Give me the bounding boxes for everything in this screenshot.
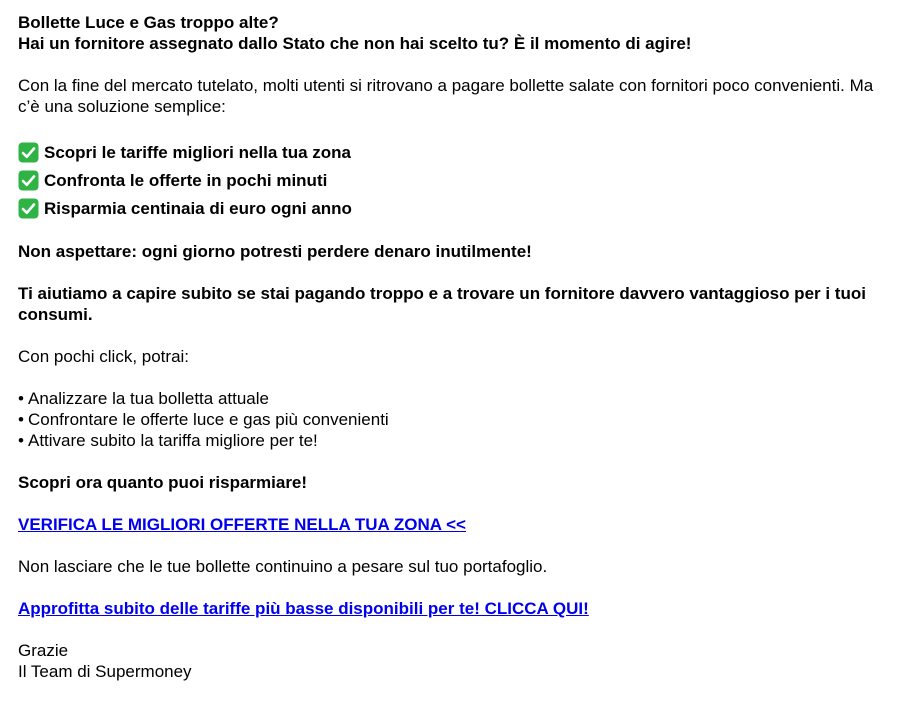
checklist-item-label: Risparmia centinaia di euro ogni anno — [44, 198, 352, 218]
steps-list-item-label: Confrontare le offerte luce e gas più convenienti — [28, 410, 389, 429]
steps-list-item-label: Attivare subito la tariffa migliore per te! — [28, 431, 318, 450]
headline-question: Bollette Luce e Gas troppo alte? — [18, 13, 279, 32]
steps-list-item — [18, 430, 887, 451]
checklist-item-label: Scopri le tariffe migliori nella tua zona — [44, 142, 352, 162]
check-mark-button-icon — [18, 198, 39, 219]
steps-list — [18, 388, 887, 451]
signature — [18, 640, 887, 682]
steps-list-item-label: Analizzare la tua bolletta attuale — [28, 389, 269, 408]
checklist-item-label: Confronta le offerte in pochi minuti — [44, 170, 328, 190]
cta-heading: Scopri ora quanto puoi risparmiare! — [18, 473, 308, 492]
headline — [18, 12, 887, 54]
intro-paragraph: Con la fine del mercato tutelato, molti utenti si ritrovano a pagare bollette salate con fornitori poco convenienti. Ma c’è una soluzione semplice: — [18, 76, 874, 116]
secondary-link-paragraph — [18, 598, 887, 619]
urgency-paragraph: Non aspettare: ogni giorno potresti perdere denaro inutilmente! — [18, 242, 532, 261]
headline-subtitle: Hai un fornitore assegnato dallo Stato che non hai scelto tu? È il momento di agire! — [18, 34, 692, 53]
checklist-item — [18, 194, 887, 222]
help-paragraph: Ti aiutiamo a capire subito se stai pagando troppo e a trovare un fornitore davvero vantaggioso per i tuoi consumi. — [18, 284, 866, 324]
bullet-icon: • — [18, 410, 24, 429]
bullet-icon: • — [18, 389, 24, 408]
signature-team: Il Team di Supermoney — [18, 662, 192, 681]
check-mark-button-icon — [18, 142, 39, 163]
benefits-checklist — [18, 138, 887, 222]
click-here-link[interactable]: Approfitta subito delle tariffe più basse disponibili per te! CLICCA QUI! — [18, 599, 589, 618]
signature-thanks: Grazie — [18, 641, 69, 660]
closing-paragraph: Non lasciare che le tue bollette continuino a pesare sul tuo portafoglio. — [18, 557, 548, 576]
steps-list-item — [18, 409, 887, 430]
check-mark-button-icon — [18, 170, 39, 191]
verify-offers-link[interactable]: VERIFICA LE MIGLIORI OFFERTE NELLA TUA ZONA << — [18, 515, 466, 534]
primary-link-paragraph — [18, 514, 887, 535]
steps-list-item — [18, 388, 887, 409]
checklist-item — [18, 138, 887, 166]
bullet-icon: • — [18, 431, 24, 450]
checklist-item — [18, 166, 887, 194]
steps-intro: Con pochi click, potrai: — [18, 347, 190, 366]
